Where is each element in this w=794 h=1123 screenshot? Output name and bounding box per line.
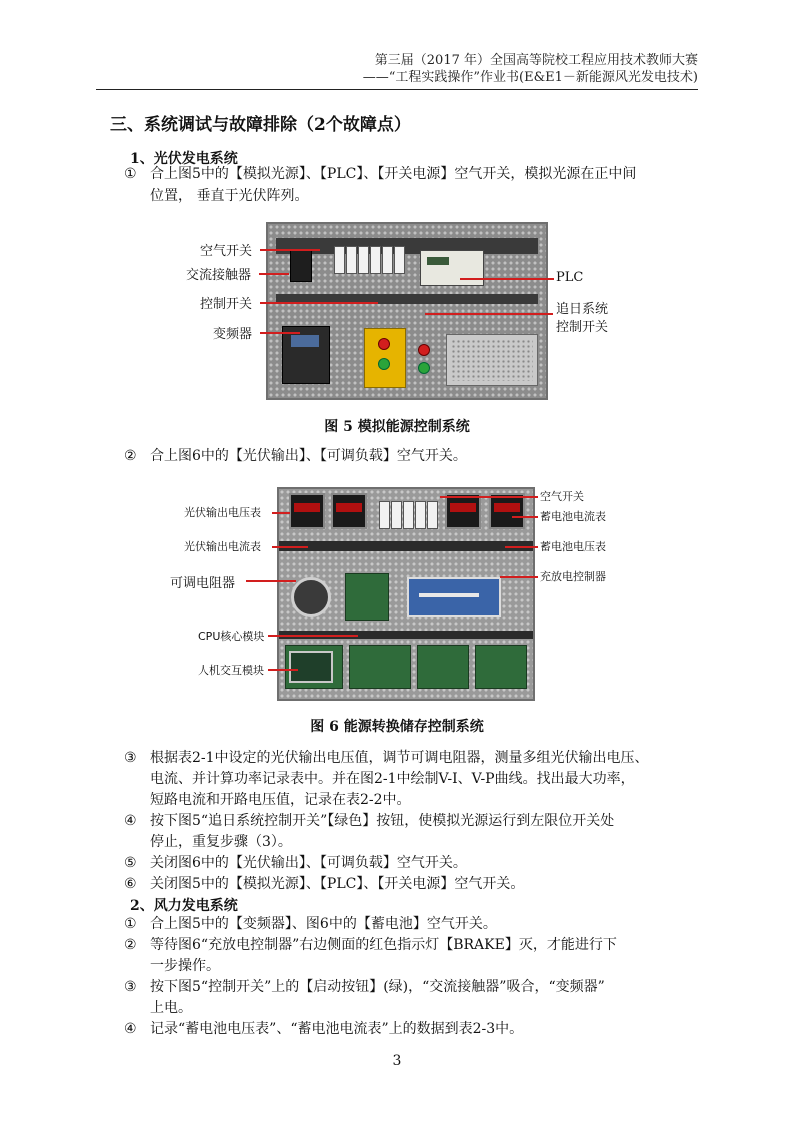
- tracking-green-button: [418, 362, 430, 374]
- step-text: 合上图5中的【变频器】、图6中的【蓄电池】空气开关。: [150, 916, 497, 932]
- step-text: 记录“蓄电池电压表”、“蓄电池电流表”上的数据到表2-3中。: [150, 1021, 524, 1037]
- label-battery-voltmeter: 蓄电池电压表: [540, 540, 606, 553]
- arrow: [268, 669, 298, 671]
- plc-unit: [420, 250, 484, 286]
- cpu-board: [349, 645, 411, 689]
- din-rail: [276, 238, 538, 254]
- tracking-red-button: [418, 344, 430, 356]
- breaker: [427, 501, 438, 529]
- step-c3-cont: 电流、并计算功率记录表中。并在图2-1中绘制V-I、V-P曲线。找出最大功率，: [150, 771, 635, 787]
- step-text: 合上图5中的【模拟光源】、【PLC】、【开关电源】空气开关，模拟光源在正中间: [150, 166, 637, 182]
- figure-5-caption: 图 5 模拟能源控制系统: [324, 419, 470, 435]
- step-number: ⑤: [124, 855, 137, 871]
- label-breaker: 空气开关: [200, 244, 253, 259]
- label-charge-controller: 充放电控制器: [540, 570, 606, 583]
- rheostat: [291, 577, 331, 617]
- charge-controller: [407, 577, 501, 617]
- step-c4: [124, 811, 614, 831]
- terminal-strip: [279, 541, 533, 551]
- breaker: [379, 501, 390, 529]
- step-text: 关闭图5中的【模拟光源】、【PLC】、【开关电源】空气开关。: [150, 876, 525, 892]
- step-number: ②: [124, 937, 137, 953]
- step-text: 等待图6“充放电控制器”右边侧面的红色指示灯【BRAKE】灭，才能进行下: [150, 937, 617, 953]
- io-board: [417, 645, 469, 689]
- page-number: 3: [392, 1053, 402, 1069]
- step-number: ③: [124, 750, 137, 766]
- arrow: [259, 273, 289, 275]
- step-d3-cont: 上电。: [150, 1000, 192, 1016]
- running-header: [363, 52, 698, 86]
- arrow: [512, 516, 538, 518]
- label-inverter: 变频器: [213, 327, 253, 342]
- breaker: [334, 246, 345, 274]
- inverter-unit: [282, 326, 330, 384]
- breaker: [415, 501, 426, 529]
- label-tracking-2: 控制开关: [556, 320, 609, 335]
- step-c5: [124, 853, 467, 873]
- label-battery-ammeter: 蓄电池电流表: [540, 510, 606, 523]
- step-d3: [124, 977, 605, 997]
- arrow: [268, 635, 358, 637]
- step-text: 按下图5“控制开关”上的【启动按钮】(绿)，“交流接触器”吸合，“变频器”: [150, 979, 605, 995]
- arrow: [272, 512, 290, 514]
- start-button: [378, 358, 390, 370]
- step-c3: [124, 748, 649, 768]
- arrow: [440, 496, 538, 498]
- step-d2-cont: 一步操作。: [150, 958, 220, 974]
- hmi-lcd: [289, 651, 333, 683]
- arrow: [260, 249, 320, 251]
- step-number: ⑥: [124, 876, 137, 892]
- arrow: [505, 546, 538, 548]
- breaker: [403, 501, 414, 529]
- breaker: [346, 246, 357, 274]
- arrow: [272, 546, 308, 548]
- label-rheostat: 可调电阻器: [170, 576, 236, 591]
- label-pv-voltmeter: 光伏输出电压表: [184, 506, 261, 519]
- breaker: [394, 246, 405, 274]
- arrow: [460, 278, 554, 280]
- label-cpu: CPU核心模块: [198, 630, 265, 643]
- step-d1: [124, 914, 497, 934]
- header-line-2: ——“工程实践操作”作业书(E&E1－新能源风光发电技术): [362, 70, 698, 85]
- step-number: ②: [124, 448, 137, 464]
- subsection-title-wind: 2、风力发电系统: [130, 898, 238, 914]
- stop-button: [378, 338, 390, 350]
- label-control-switch: 控制开关: [200, 297, 253, 312]
- step-text: 关闭图6中的【光伏输出】、【可调负载】空气开关。: [150, 855, 467, 871]
- relay-board: [345, 573, 389, 621]
- step-text: 根据表2-1中设定的光伏输出电压值，调节可调电阻器，测量多组光伏输出电压、: [150, 750, 649, 766]
- step-c3-cont2: 短路电流和开路电压值，记录在表2-2中。: [150, 792, 411, 808]
- step-c6: [124, 874, 524, 894]
- figure-6-photo: [277, 487, 535, 701]
- step-number: ③: [124, 979, 137, 995]
- label-breaker-6: 空气开关: [540, 490, 584, 503]
- pv-voltmeter: [289, 493, 325, 529]
- step-d2: [124, 935, 617, 955]
- step-a1: [124, 164, 636, 184]
- label-tracking-1: 追日系统: [556, 302, 609, 317]
- arrow: [500, 576, 538, 578]
- step-d4: [124, 1019, 523, 1039]
- arrow: [246, 580, 296, 582]
- figure-6-caption: 图 6 能源转换储存控制系统: [310, 719, 484, 735]
- arrow: [260, 332, 300, 334]
- label-hmi: 人机交互模块: [198, 664, 264, 677]
- step-number: ④: [124, 813, 137, 829]
- step-number: ①: [124, 916, 137, 932]
- battery-voltmeter: [445, 493, 481, 529]
- step-c4-cont: 停止，重复步骤（3）。: [150, 834, 292, 850]
- arrow: [260, 302, 378, 304]
- label-contactor: 交流接触器: [186, 268, 252, 283]
- section-title: 三、系统调试与故障排除（2个故障点）: [110, 115, 411, 135]
- label-plc: PLC: [556, 270, 584, 285]
- step-a1-cont: 位置， 垂直于光伏阵列。: [150, 188, 309, 204]
- step-text: 按下图5“追日系统控制开关”【绿色】按钮，使模拟光源运行到左限位开关处: [150, 813, 615, 829]
- step-number: ④: [124, 1021, 137, 1037]
- subsection-title-pv: 1、光伏发电系统: [130, 151, 238, 167]
- step-number: ①: [124, 166, 137, 182]
- breaker: [391, 501, 402, 529]
- step-b2: [124, 446, 467, 466]
- arrow: [425, 313, 553, 315]
- breaker: [370, 246, 381, 274]
- breaker: [382, 246, 393, 274]
- switching-power-supply: [446, 334, 538, 386]
- ac-contactor: [290, 250, 312, 282]
- header-line-1: 第三届（2017 年）全国高等院校工程应用技术教师大赛: [374, 53, 698, 68]
- pv-ammeter: [331, 493, 367, 529]
- io-board: [475, 645, 527, 689]
- breaker: [358, 246, 369, 274]
- step-text: 合上图6中的【光伏输出】、【可调负载】空气开关。: [150, 448, 467, 464]
- label-pv-ammeter: 光伏输出电流表: [184, 540, 261, 553]
- battery-ammeter: [489, 493, 525, 529]
- header-rule: [96, 89, 698, 90]
